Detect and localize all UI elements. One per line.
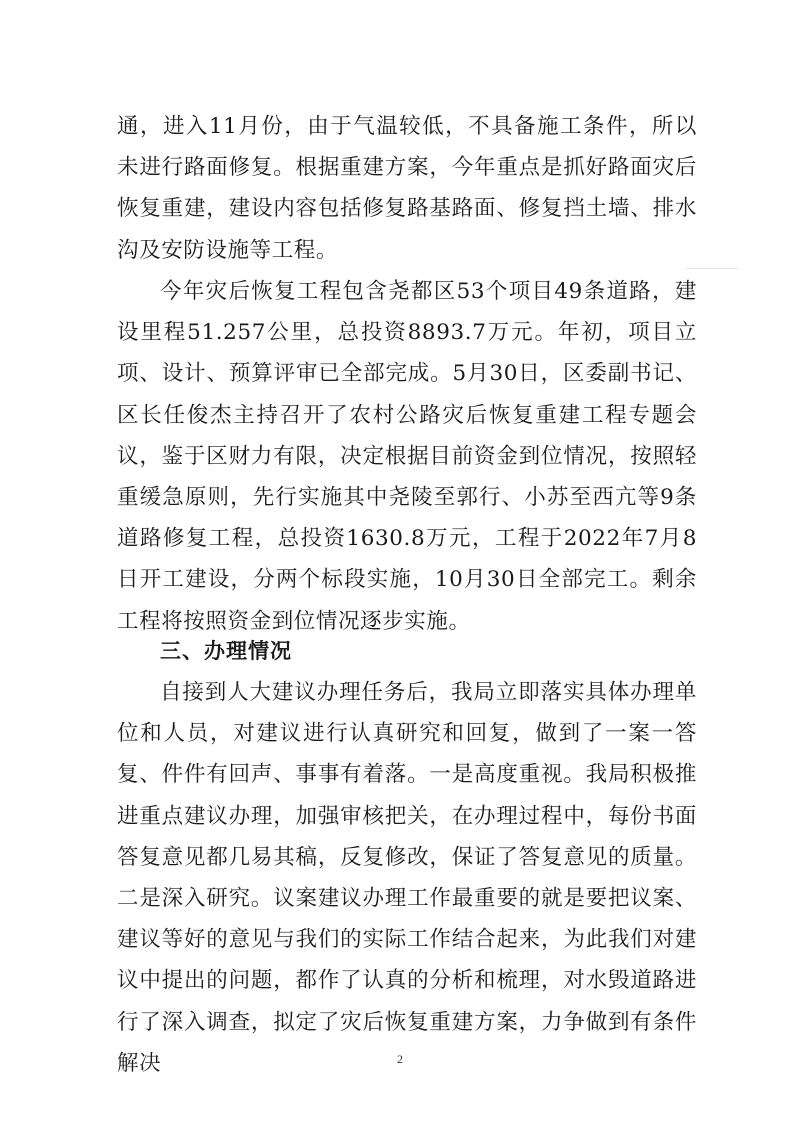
- body-paragraph-handling: 自接到人大建议办理任务后，我局立即落实具体办理单位和人员，对建议进行认真研究和回复，做到了一案一答复、件件有回声、事事有着落。一是高度重视。我局积极推进重点建议办理，加强审核把关，在办理过程中，每份书面答复意见都几易其稿，反复修改，保证了答复意见的质量。二是深入研究。议案建议办理工作最重要的就是要把议案、建议等好的意见与我们的实际工作结合起来，为此我们对建议中提出的问题，都作了认真的分析和梳理，对水毁道路进行了深入调查，拟定了灾后恢复重建方案，力争做到有条件解决: [117, 680, 697, 1076]
- body-paragraph-continuation: 通，进入11月份，由于气温较低，不具备施工条件，所以未进行路面修复。根据重建方案，今年重点是抓好路面灾后恢复重建，建设内容包括修复路基路面、修复挡土墙、排水沟及安防设施等工程。: [117, 114, 697, 263]
- body-paragraph-project-summary: 今年灾后恢复工程包含尧都区53个项目49条道路，建设里程51.257公里，总投资8893.7万元。年初，项目立项、设计、预算评审已全部完成。5月30日，区委副书记、区长任俊杰主持召开了农村公路灾后恢复重建工程专题会议，鉴于区财力有限，决定根据目前资金到位情况，按照轻重缓急原则，先行实施其中尧陵至郭行、小苏至西亢等9条道路修复工程，总投资1630.8万元，工程于2022年7月8日开工建设，分两个标段实施，10月30日全部完工。剩余工程将按照资金到位情况逐步实施。: [117, 279, 697, 634]
- section-heading: 三、办理情况: [160, 639, 292, 663]
- page-number: 2: [397, 1052, 403, 1066]
- scan-artifact-line: [686, 268, 738, 269]
